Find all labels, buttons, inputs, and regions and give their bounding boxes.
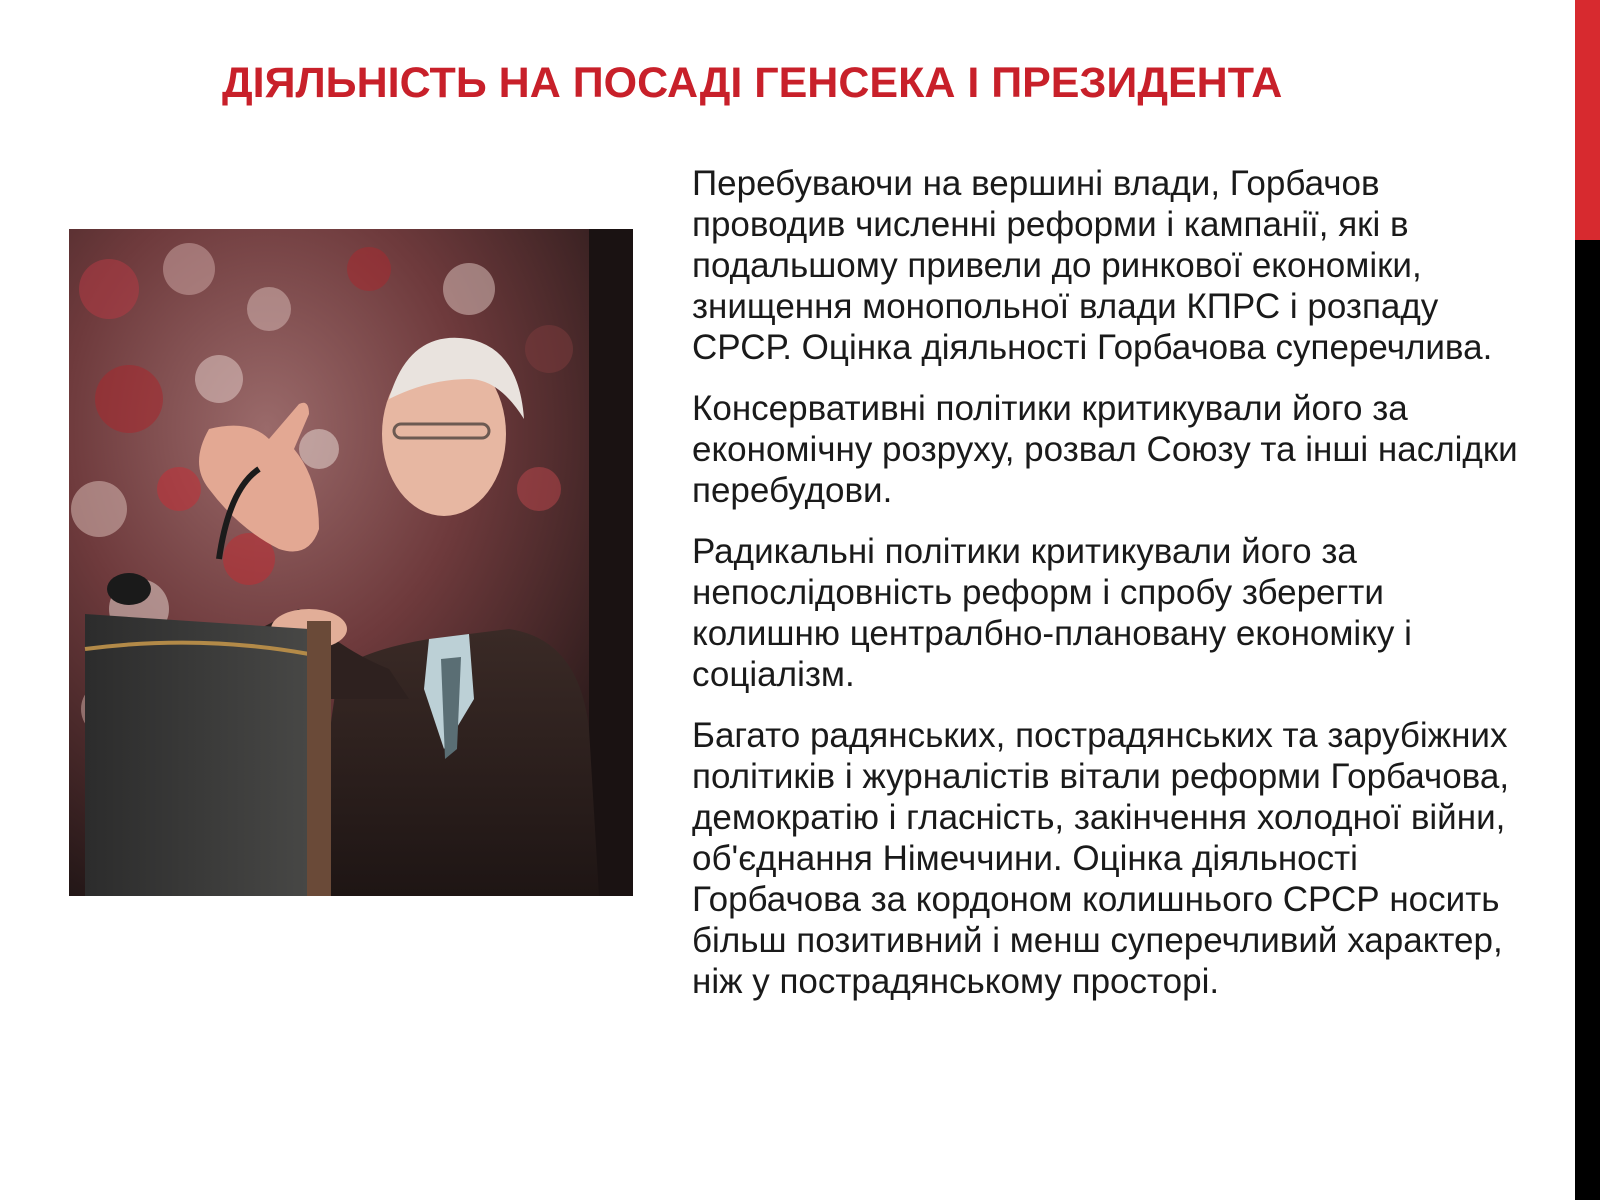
paragraph-2: Консервативні політики критикували його за економічну розруху, розвал Союзу та інші наслідки перебудови. — [692, 389, 1518, 510]
paragraph-3: Радикальні політики критикували його за непослідовність реформ і спробу зберегти колишню централбно-плановану економіку і соціалізм. — [692, 532, 1412, 694]
side-accent-bar — [1575, 0, 1600, 1200]
side-accent-bar-red — [1575, 0, 1600, 240]
paragraph-4: Багато радянських, пострадянських та зарубіжних політиків і журналістів вітали реформи Горбачова, демократію і гласність, закінчення холодної війни, об'єднання Німеччини. Оцінка діяльності Горбачова за кордоном колишнього СРСР носить більш позитивний і менш суперечливий характер, ніж у пострадянському просторі. — [692, 716, 1510, 1001]
slide-title: ДІЯЛЬНІСТЬ НА ПОСАДІ ГЕНСЕКА І ПРЕЗИДЕНТА — [222, 59, 1283, 107]
speaker-photo — [69, 229, 633, 896]
slide-body — [692, 163, 1522, 1022]
paragraph-1: Перебуваючи на вершині влади, Горбачов проводив численні реформи і кампанії, які в подальшому привели до ринкової економіки, знищення монопольної влади КПРС і розпаду СРСР. Оцінка діяльності Горбачова суперечлива. — [692, 164, 1493, 367]
